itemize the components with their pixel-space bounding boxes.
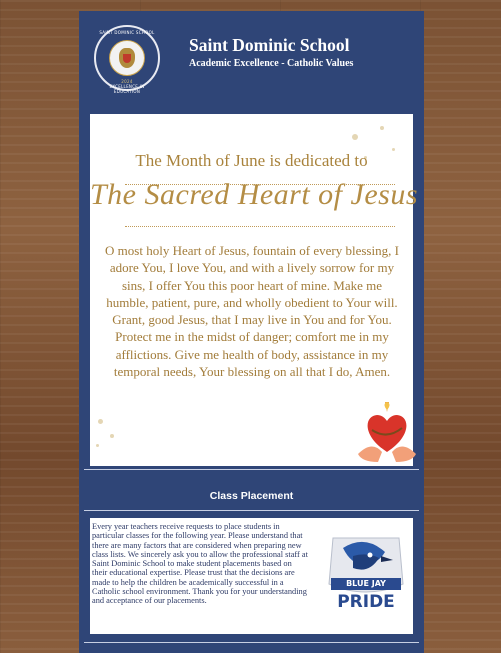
shield-icon	[123, 54, 131, 63]
feature-title: The Sacred Heart of Jesus	[90, 178, 418, 211]
dotted-divider	[125, 226, 395, 227]
divider	[84, 510, 419, 511]
prayer-text: O most holy Heart of Jesus, fountain of every blessing, I adore You, I love You, and with a lively sorrow for my sins, I offer You this poor heart of mine. Make me humble, patient, pure, and wholly obedient to Your will. Grant, good Jesus, that I may live in You and for You. Protect me in the midst of danger; comfort me in my afflictions. Give me health of body, assistance in my temporal needs, Your blessing on all that I do, Amen.	[105, 243, 399, 380]
section-heading: Class Placement	[209, 490, 294, 502]
gold-splatter	[96, 444, 99, 447]
gold-splatter	[110, 434, 114, 438]
sacred-heart-card	[90, 114, 418, 466]
seal-bottom-text: EXCELLENCE IN EDUCATION	[109, 84, 145, 94]
divider	[84, 642, 419, 643]
newsletter-panel	[79, 11, 424, 653]
placement-body: Every year teachers receive requests to place students in particular classes for the following year. Please understand that there are many factors that are considered when preparing new class lists. We sincerely ask you to allow the professional staff at Saint Dominic School to make student placements based on their educational expertise. Please trust that the decisions are made to help the children be academically successful in a Catholic school environment. Thank you for your understanding and acceptance of our placements.	[92, 522, 308, 606]
header	[79, 11, 424, 101]
logo-line2: PRIDE	[337, 592, 395, 612]
school-tagline: Academic Excellence - Catholic Values	[189, 58, 354, 69]
month-intro: The Month of June is dedicated to	[135, 151, 368, 170]
gold-splatter	[98, 419, 103, 424]
seal-top-text: SAINT DOMINIC SCHOOL	[99, 30, 155, 35]
seal-year: 2024	[121, 79, 133, 84]
sacred-heart-icon	[352, 402, 422, 464]
logo-line1: BLUE JAY	[346, 579, 386, 588]
gold-splatter	[380, 126, 384, 130]
class-placement-box	[90, 518, 413, 634]
school-name: Saint Dominic School	[189, 35, 350, 55]
school-seal-icon	[94, 25, 160, 94]
gold-splatter	[352, 134, 358, 140]
divider	[84, 469, 419, 470]
blue-jay-pride-logo	[323, 528, 409, 624]
